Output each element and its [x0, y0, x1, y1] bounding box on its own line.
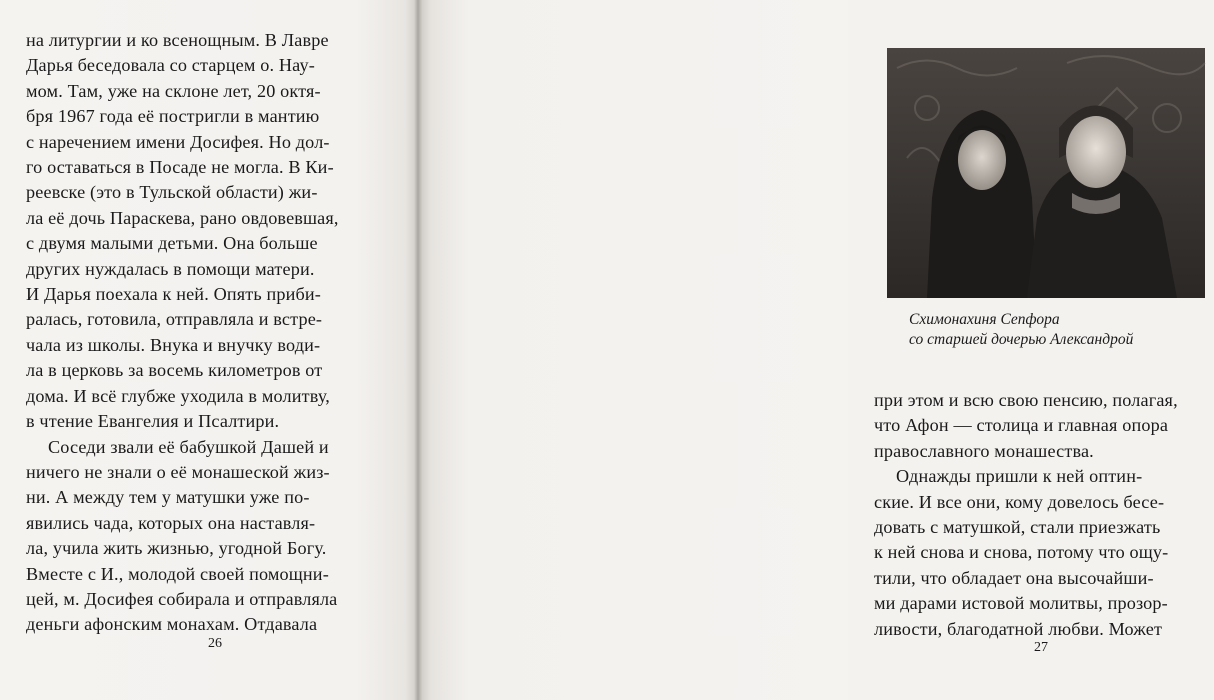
text-line: мом. Там, уже на склоне лет, 20 октя-	[26, 80, 321, 101]
text-line: ла её дочь Параскева, рано овдовевшая,	[26, 207, 339, 228]
text-line: чала из школы. Внука и внучку води-	[26, 334, 321, 355]
photo-two-women	[887, 48, 1205, 298]
text-line: деньги афонским монахам. Отдавала	[26, 614, 318, 635]
text-line: цей, м. Досифея собирала и отправляла	[26, 588, 338, 609]
text-line: ничего не знали о её монашеской жиз-	[26, 461, 330, 482]
text-line: ские. И все они, кому довелось бесе-	[874, 491, 1165, 512]
text-line: на литургии и ко всенощным. В Лавре	[26, 30, 329, 50]
text-line: Однажды пришли к ней оптин-	[896, 466, 1143, 487]
text-line: Вместе с И., молодой своей помощни-	[26, 563, 329, 584]
text-line: при этом и всю свою пенсию, полагая,	[874, 390, 1178, 410]
text-line: И Дарья поехала к ней. Опять приби-	[26, 284, 322, 305]
page-number-left: 26	[208, 636, 222, 651]
page-number-right: 27	[1034, 640, 1048, 655]
text-line: с наречением имени Досифея. Но дол-	[26, 131, 330, 152]
text-line: явились чада, которых она наставля-	[26, 512, 316, 533]
text-line: ла в церковь за восемь километров от	[26, 360, 323, 381]
right-page-text	[874, 388, 1214, 642]
left-page	[0, 0, 418, 700]
text-line: православного монашества.	[874, 440, 1094, 461]
text-line: в чтение Евангелия и Псалтири.	[26, 411, 280, 432]
text-line: го оставаться в Посаде не могла. В Ки-	[26, 157, 334, 178]
text-line: дома. И всё глубже уходила в молитву,	[26, 385, 330, 406]
text-line: реевске (это в Тульской области) жи-	[26, 182, 318, 203]
text-line: довать с матушкой, стали приезжать	[874, 517, 1161, 538]
text-line: бря 1967 года её постригли в мантию	[26, 106, 320, 127]
text-line: что Афон — столица и главная опора	[874, 415, 1169, 436]
text-line: к ней снова и снова, потому что ощу-	[874, 542, 1169, 563]
left-page-text	[26, 28, 386, 638]
caption-line-2: со старшей дочерью Александрой	[909, 331, 1134, 348]
text-line: ливости, благодатной любви. Может	[874, 618, 1163, 639]
right-page	[418, 0, 1178, 700]
caption-line-1: Схимонахиня Сепфора	[909, 311, 1060, 328]
photo-illustration	[887, 48, 1205, 298]
text-line: с двумя малыми детьми. Она больше	[26, 233, 318, 254]
text-line: других нуждалась в помощи матери.	[26, 258, 315, 279]
text-line: ралась, готовила, отправляла и встре-	[26, 309, 323, 330]
text-line: Соседи звали её бабушкой Дашей и	[48, 436, 329, 457]
text-line: тили, что обладает она высочайши-	[874, 567, 1154, 588]
text-line: ми дарами истовой молитвы, прозор-	[874, 593, 1168, 614]
text-line: Дарья беседовала со старцем о. Нау-	[26, 55, 315, 76]
text-line: ни. А между тем у матушки уже по-	[26, 487, 310, 508]
book-gutter	[414, 0, 422, 700]
photo-caption	[909, 310, 1209, 350]
text-line: ла, учила жить жизнью, угодной Богу.	[26, 538, 327, 559]
